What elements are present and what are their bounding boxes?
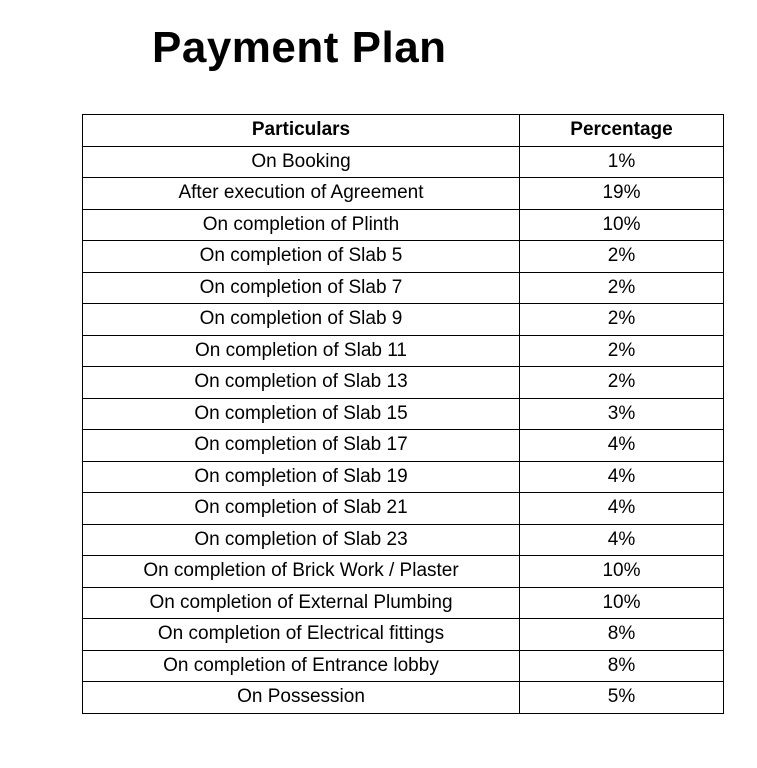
header-particulars: Particulars [83,115,520,147]
table-header-row [83,115,724,147]
table-row [83,209,724,241]
table-row [83,304,724,336]
table-row [83,178,724,210]
percentage-cell: 4% [520,524,724,556]
particular-cell: On completion of Slab 11 [83,335,520,367]
percentage-cell: 10% [520,587,724,619]
table-row [83,682,724,714]
particular-cell: On Possession [83,682,520,714]
percentage-cell: 2% [520,241,724,273]
percentage-cell: 10% [520,556,724,588]
header-percentage: Percentage [520,115,724,147]
table-row [83,430,724,462]
table-row [83,619,724,651]
percentage-cell: 1% [520,146,724,178]
particular-cell: On completion of External Plumbing [83,587,520,619]
percentage-cell: 3% [520,398,724,430]
table-row [83,398,724,430]
percentage-cell: 4% [520,461,724,493]
percentage-cell: 2% [520,335,724,367]
percentage-cell: 4% [520,430,724,462]
table-row [83,272,724,304]
particular-cell: On completion of Slab 19 [83,461,520,493]
percentage-cell: 4% [520,493,724,525]
percentage-cell: 2% [520,272,724,304]
table-row [83,493,724,525]
percentage-cell: 19% [520,178,724,210]
percentage-cell: 10% [520,209,724,241]
particular-cell: On completion of Slab 5 [83,241,520,273]
percentage-cell: 5% [520,682,724,714]
table-row [83,241,724,273]
percentage-cell: 2% [520,304,724,336]
percentage-cell: 8% [520,650,724,682]
particular-cell: On completion of Entrance lobby [83,650,520,682]
table-row [83,524,724,556]
table-row [83,367,724,399]
particular-cell: On Booking [83,146,520,178]
particular-cell: On completion of Slab 21 [83,493,520,525]
particular-cell: On completion of Slab 7 [83,272,520,304]
table-row [83,335,724,367]
particular-cell: On completion of Slab 23 [83,524,520,556]
percentage-cell: 2% [520,367,724,399]
particular-cell: On completion of Electrical fittings [83,619,520,651]
table-row [83,650,724,682]
particular-cell: After execution of Agreement [83,178,520,210]
particular-cell: On completion of Slab 13 [83,367,520,399]
particular-cell: On completion of Slab 17 [83,430,520,462]
percentage-cell: 8% [520,619,724,651]
page-title: Payment Plan [152,23,447,72]
payment-plan-table [82,114,724,714]
particular-cell: On completion of Plinth [83,209,520,241]
table-row [83,461,724,493]
particular-cell: On completion of Slab 15 [83,398,520,430]
table-row [83,556,724,588]
table-row [83,146,724,178]
particular-cell: On completion of Brick Work / Plaster [83,556,520,588]
table-row [83,587,724,619]
particular-cell: On completion of Slab 9 [83,304,520,336]
